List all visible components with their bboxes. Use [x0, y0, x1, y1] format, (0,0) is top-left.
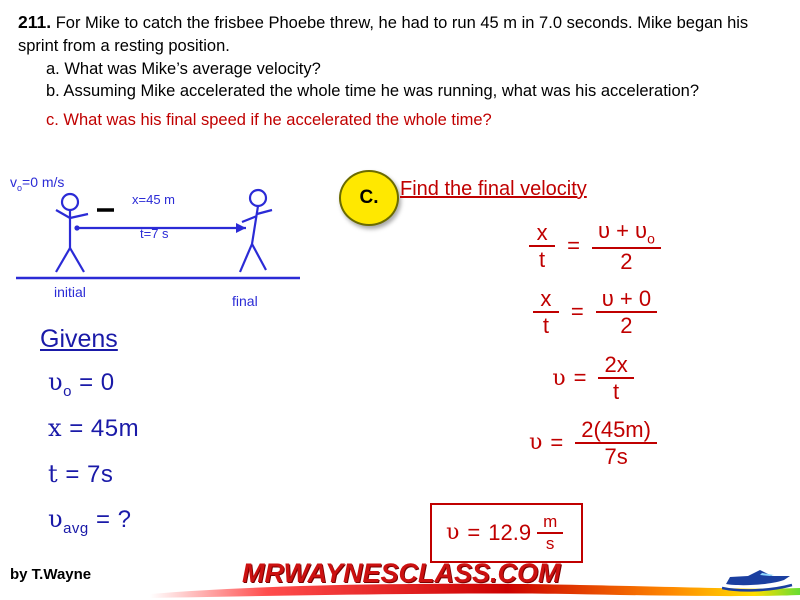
final-figure-leg-left [240, 244, 252, 272]
distance-label: x=45 m [132, 192, 175, 207]
initial-figure-leg-left [56, 248, 70, 272]
answer-value: 12.9 [488, 519, 532, 545]
displacement-arrow-tail [74, 225, 79, 230]
givens-title: Givens [40, 325, 118, 353]
given-item-1: x = 45m [48, 413, 140, 442]
problem-part-b: b. Assuming Mike accelerated the whole time he was running, what was his acceleration? [46, 82, 700, 101]
problem-number: 211. [18, 12, 52, 32]
problem-part-c: c. What was his final speed if he accelerated the whole time? [46, 111, 492, 130]
sprint-diagram [0, 170, 320, 320]
displacement-arrowhead [236, 223, 246, 233]
answer-lhs: υ [446, 520, 460, 546]
given-item-0: $\upsilon_o = 0$ [48, 368, 115, 400]
equation-4-lhs: υ [529, 430, 543, 456]
equation-2-rhs-fraction: $\frac{\upsilon + 0}{2}$ [596, 287, 657, 337]
equation-3-lhs: υ [552, 365, 566, 391]
problem-statement [18, 10, 788, 132]
equation-1-lhs-fraction: $\frac{x}{t}$ [529, 221, 555, 271]
equation-4-equals: = [550, 429, 564, 455]
final-figure-leg-right [252, 244, 266, 270]
solution-block [400, 178, 790, 553]
equation-3-fraction: $\frac{2x}{t}$ [598, 353, 633, 403]
final-figure-arm-right [257, 210, 272, 214]
initial-figure-leg-right [70, 248, 84, 272]
equation-1-rhs-numerator: $\upsilon + \upsilon_o$ [597, 218, 655, 247]
given-item-3: $\upsilon_{avg}$ = ? [48, 505, 132, 538]
equation-2-lhs-fraction: $\frac{x}{t}$ [533, 287, 559, 337]
solution-title: Find the final velocity [400, 178, 587, 200]
time-label: t=7 s [140, 226, 169, 241]
equation-3-equals: = [573, 365, 587, 391]
initial-figure-arm-right [70, 214, 88, 218]
equation-2-equals: = [570, 299, 584, 325]
answer-unit-fraction: $\frac{m}{s}$ [537, 513, 563, 553]
equation-3 [400, 353, 790, 403]
initial-position-label: initial [54, 284, 86, 300]
final-figure-head [250, 190, 266, 206]
problem-part-a: a. What was Mike’s average velocity? [46, 59, 321, 78]
equation-1-equals: = [567, 233, 580, 259]
initial-velocity-label: $v_o=0$ m/s [10, 174, 65, 193]
givens-block [40, 325, 139, 551]
problem-text: For Mike to catch the frisbee Phoebe threw, he had to run 45 m in 7.0 seconds. Mike began his sprint from a resting position. [18, 14, 749, 55]
answer-equals: = [467, 519, 481, 545]
equation-4-fraction: $\frac{2(45m)}{7s}$ [575, 418, 657, 468]
page-footer [0, 552, 800, 600]
footer-author: by T.Wayne [10, 566, 92, 583]
footer-site-title: MRWAYNESCLASS.COM [242, 558, 561, 588]
callout-letter: C. [359, 187, 379, 208]
equation-1 [400, 219, 790, 273]
given-item-2: t = 7s [48, 459, 114, 488]
part-callout-badge [339, 170, 399, 226]
equation-4 [400, 418, 790, 468]
equation-2 [400, 287, 790, 337]
speedboat-icon [722, 564, 794, 594]
final-position-label: final [232, 293, 258, 309]
equation-1-rhs-fraction: $\frac{\upsilon + \upsilon_o}{2}$ [592, 219, 661, 273]
initial-figure-head [62, 194, 78, 210]
initial-figure-arm-left [56, 210, 70, 218]
final-figure-body [252, 206, 258, 244]
